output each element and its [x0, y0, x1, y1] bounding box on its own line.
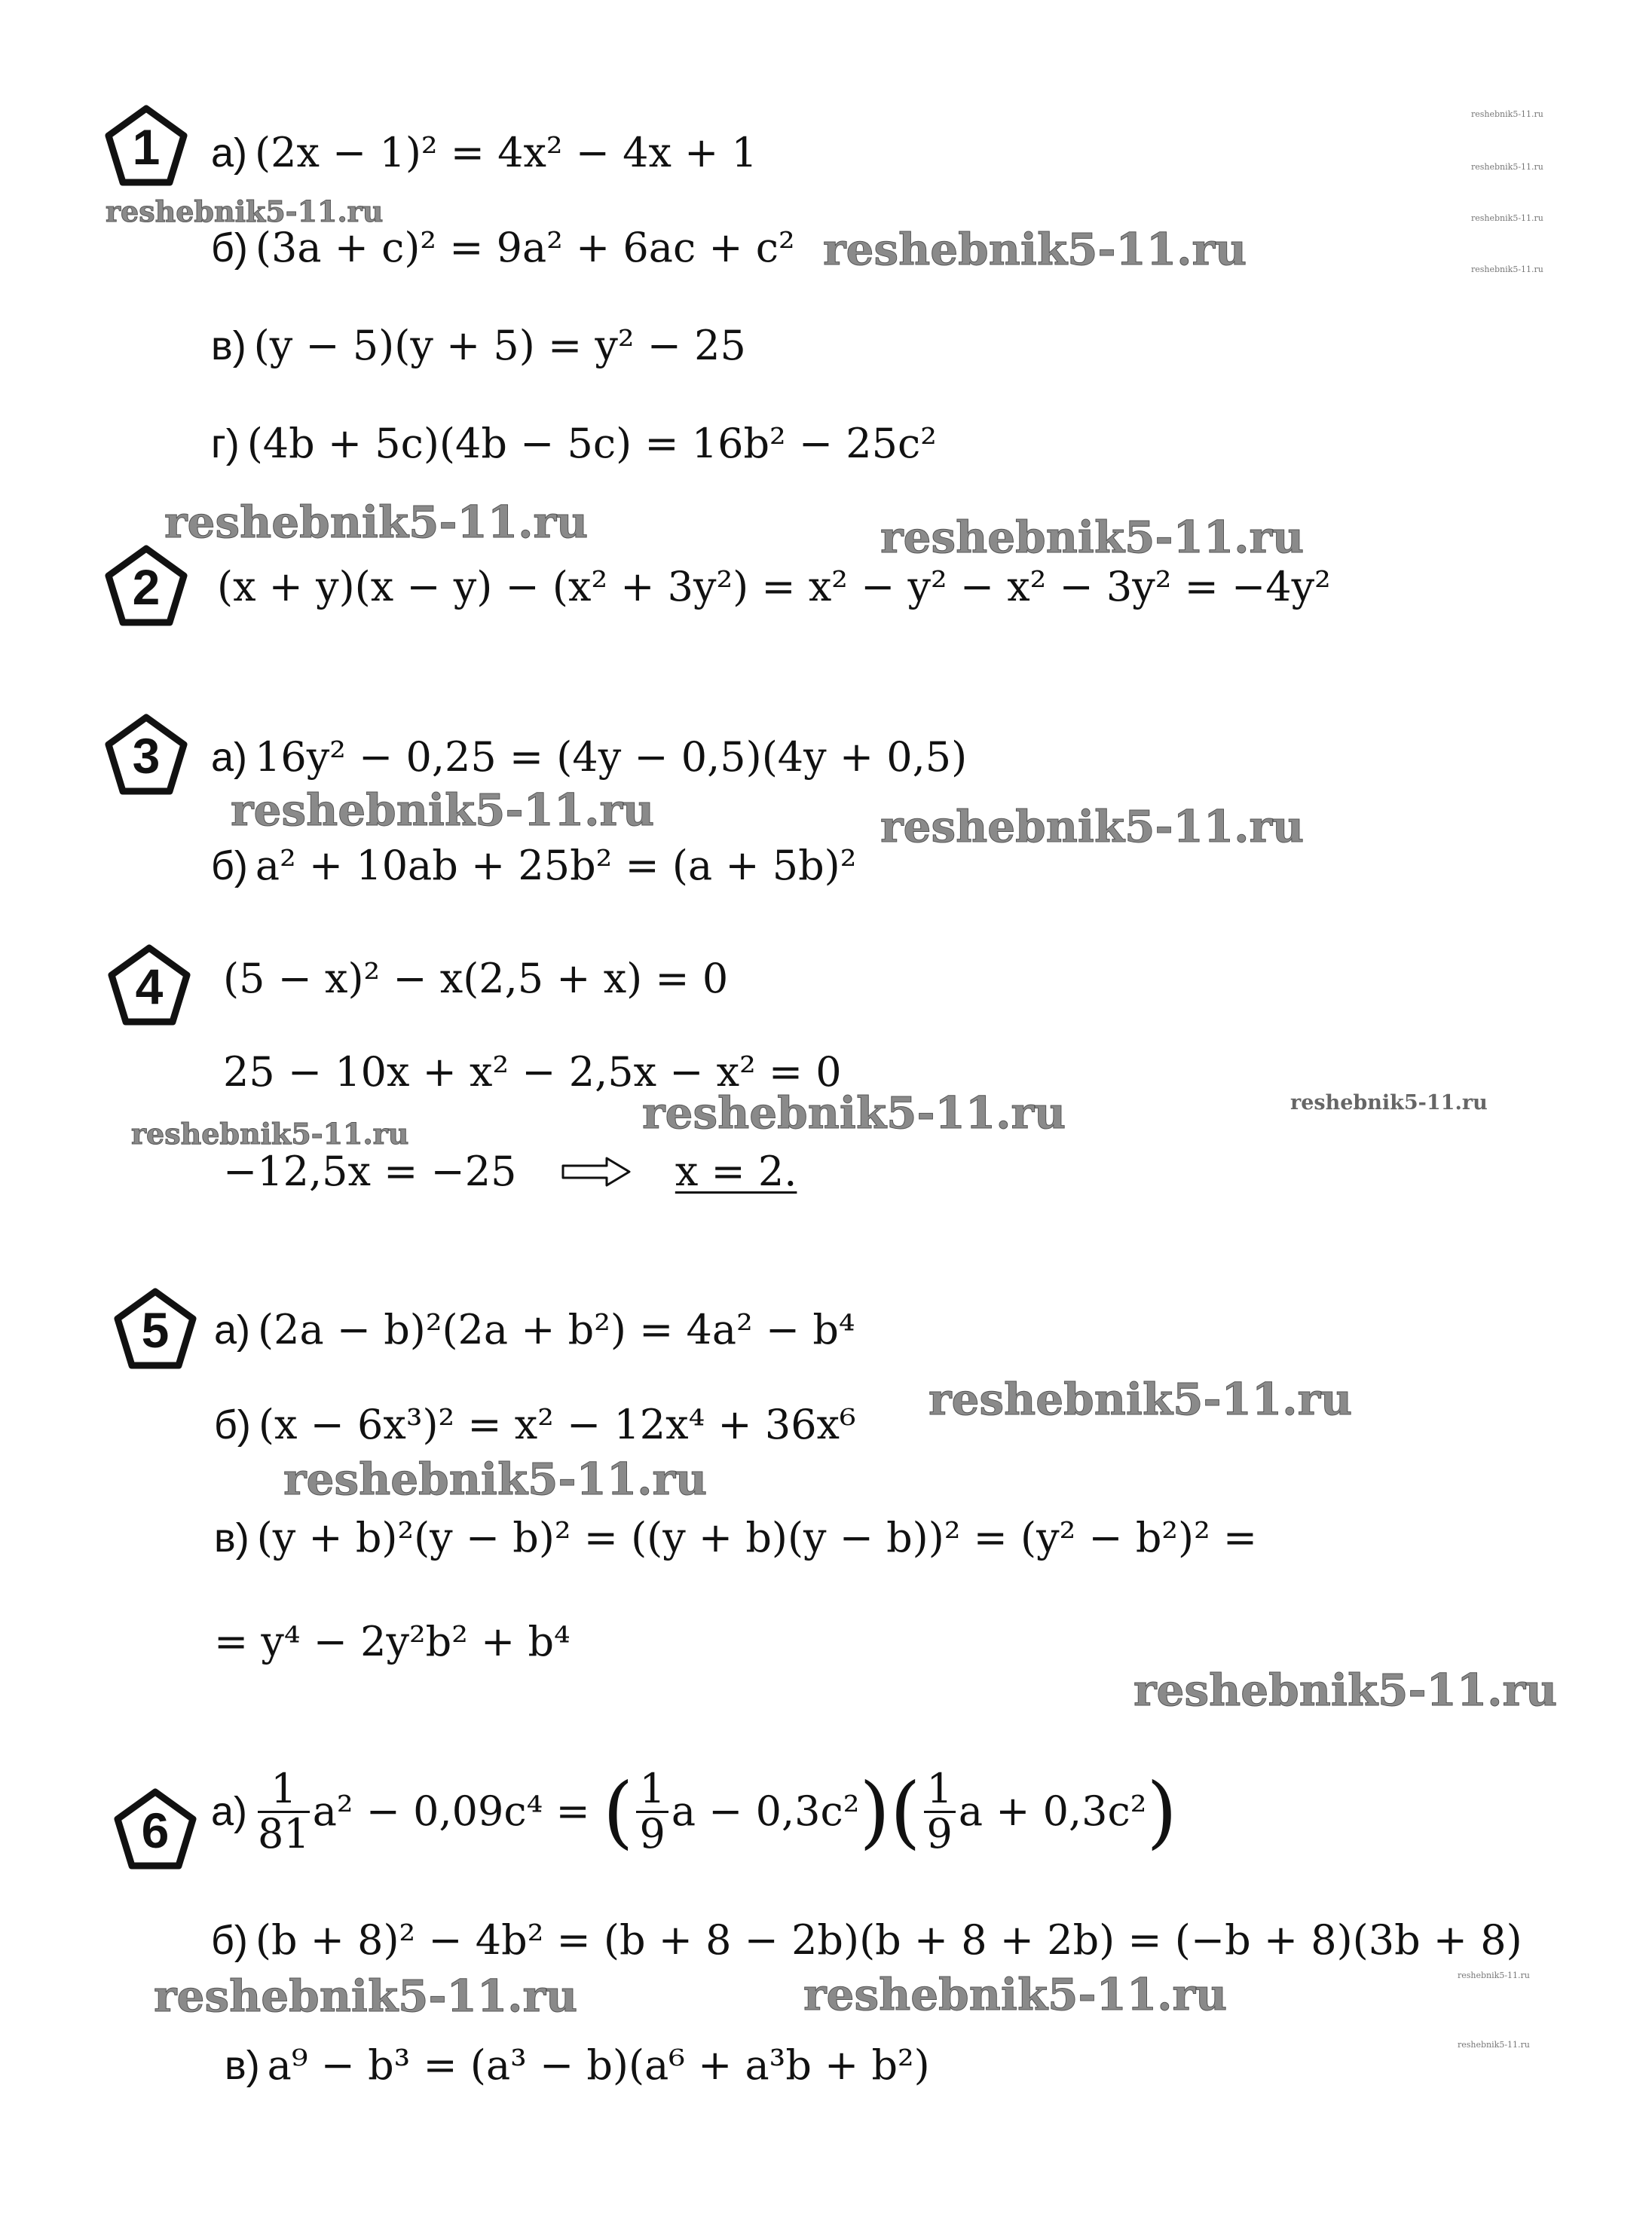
p6-a-rest3: a + 0,3c²	[958, 1787, 1147, 1836]
p5-b-label: б)	[214, 1402, 251, 1448]
p1-d	[211, 420, 937, 467]
watermark: reshebnik5-11.ru	[231, 784, 655, 836]
p5-a-label: а)	[214, 1307, 251, 1353]
svg-text:4: 4	[135, 959, 164, 1014]
p6-a	[211, 1765, 1177, 1858]
p2-expr-text: (x + y)(x − y) − (x² + 3y²) = x² − y² − x² − 3y² = −4y²	[217, 563, 1331, 610]
p5-c2	[214, 1618, 571, 1665]
badge-3	[104, 713, 188, 797]
p6-a-label: а)	[211, 1789, 248, 1835]
p4-line3	[223, 1148, 797, 1195]
p3-b-expr: a² + 10ab + 25b² = (a + 5b)²	[255, 842, 857, 889]
watermark: reshebnik5-11.ru	[283, 1454, 708, 1505]
p4-answer: x = 2.	[675, 1148, 797, 1195]
p5-b-expr: (x − 6x³)² = x² − 12x⁴ + 36x⁶	[258, 1401, 856, 1448]
p1-c-label: в)	[211, 323, 246, 368]
watermark: reshebnik5-11.ru	[823, 224, 1247, 275]
p4-line1	[223, 955, 729, 1002]
svg-text:2: 2	[132, 559, 161, 615]
close-paren-icon: )	[1146, 1766, 1177, 1858]
svg-text:3: 3	[132, 728, 161, 784]
watermark: reshebnik5-11.ru	[1471, 109, 1543, 119]
badge-1	[104, 104, 188, 188]
watermark: reshebnik5-11.ru	[154, 1971, 578, 2022]
close-paren-icon: )	[859, 1766, 890, 1858]
p4-line2	[223, 1048, 842, 1096]
svg-text:6: 6	[141, 1802, 170, 1858]
p3-b	[211, 842, 857, 889]
p6-c-label: в)	[225, 2043, 260, 2088]
badge-5	[113, 1287, 197, 1371]
watermark: reshebnik5-11.ru	[803, 1969, 1228, 2020]
p3-a	[211, 733, 968, 781]
badge-2	[104, 544, 188, 628]
implies-arrow-icon	[560, 1154, 632, 1195]
p5-a-expr: (2a − b)²(2a + b²) = 4a² − b⁴	[258, 1306, 855, 1353]
p6-a-frac-num: 1	[258, 1768, 310, 1813]
badge-4	[107, 943, 191, 1028]
p6-a-f2-num: 1	[924, 1768, 956, 1813]
p1-a-label: а)	[211, 130, 248, 176]
badge-6	[113, 1787, 197, 1872]
p6-a-fraction	[258, 1765, 310, 1857]
p6-a-rest1: a² − 0,09c⁴ =	[312, 1787, 590, 1836]
p5-c	[214, 1514, 1258, 1561]
p6-a-rest2: a − 0,3c²	[671, 1787, 860, 1836]
p1-c	[211, 322, 746, 369]
p4-line1-text: (5 − x)² − x(2,5 + x) = 0	[223, 955, 729, 1002]
p1-a	[211, 129, 757, 176]
p1-b	[211, 224, 795, 271]
p6-b-expr: (b + 8)² − 4b² = (b + 8 − 2b)(b + 8 + 2b) = (−b + 8)(3b + 8)	[255, 1916, 1522, 1964]
p1-b-expr: (3a + c)² = 9a² + 6ac + c²	[255, 224, 795, 271]
open-paren-icon: (	[889, 1766, 921, 1858]
watermark: reshebnik5-11.ru	[1471, 264, 1543, 274]
p4-line2-text: 25 − 10x + x² − 2,5x − x² = 0	[223, 1048, 842, 1096]
p5-b	[214, 1401, 856, 1448]
p6-c-expr: a⁹ − b³ = (a³ − b)(a⁶ + a³b + b²)	[267, 2041, 930, 2089]
p6-a-fraction-3	[924, 1765, 956, 1857]
watermark: reshebnik5-11.ru	[131, 1117, 409, 1151]
p5-c-expr: (y + b)²(y − b)² = ((y + b)(y − b))² = (y² − b²)² =	[256, 1514, 1258, 1561]
watermark: reshebnik5-11.ru	[1471, 213, 1543, 223]
p6-a-f2-den: 9	[926, 1809, 953, 1857]
watermark: reshebnik5-11.ru	[1458, 1971, 1530, 1980]
p3-b-label: б)	[211, 843, 248, 888]
p5-c2-expr: = y⁴ − 2y²b² + b⁴	[214, 1618, 571, 1665]
watermark: reshebnik5-11.ru	[1290, 1091, 1488, 1114]
svg-text:5: 5	[141, 1302, 170, 1358]
p2-expr	[217, 563, 1331, 610]
p6-a-f1-den: 9	[639, 1809, 665, 1857]
watermark: reshebnik5-11.ru	[642, 1087, 1066, 1139]
p6-a-fraction-2	[636, 1765, 668, 1857]
watermark: reshebnik5-11.ru	[928, 1374, 1353, 1425]
p1-b-label: б)	[211, 225, 248, 271]
p1-d-expr: (4b + 5c)(4b − 5c) = 16b² − 25c²	[246, 420, 937, 467]
p5-c-label: в)	[214, 1515, 249, 1561]
p3-a-expr: 16y² − 0,25 = (4y − 0,5)(4y + 0,5)	[255, 733, 968, 781]
open-paren-icon: (	[602, 1766, 634, 1858]
watermark: reshebnik5-11.ru	[880, 801, 1305, 852]
p6-c	[225, 2041, 930, 2089]
p4-line3-text: −12,5x = −25	[223, 1148, 517, 1195]
watermark: reshebnik5-11.ru	[1458, 2040, 1530, 2050]
p1-c-expr: (y − 5)(y + 5) = y² − 25	[253, 322, 746, 369]
watermark: reshebnik5-11.ru	[106, 194, 384, 228]
p6-a-frac-den: 81	[258, 1809, 310, 1857]
p5-a	[214, 1306, 855, 1353]
watermark: reshebnik5-11.ru	[1471, 162, 1543, 172]
watermark: reshebnik5-11.ru	[880, 512, 1305, 563]
watermark: reshebnik5-11.ru	[1133, 1665, 1558, 1716]
svg-text:1: 1	[132, 119, 161, 175]
p6-a-f1-num: 1	[636, 1768, 668, 1813]
p3-a-label: а)	[211, 735, 248, 780]
p6-b-label: б)	[211, 1918, 248, 1963]
p1-d-label: г)	[211, 421, 240, 466]
p6-b	[211, 1916, 1522, 1964]
watermark: reshebnik5-11.ru	[164, 497, 589, 548]
p1-a-expr: (2x − 1)² = 4x² − 4x + 1	[255, 129, 757, 176]
